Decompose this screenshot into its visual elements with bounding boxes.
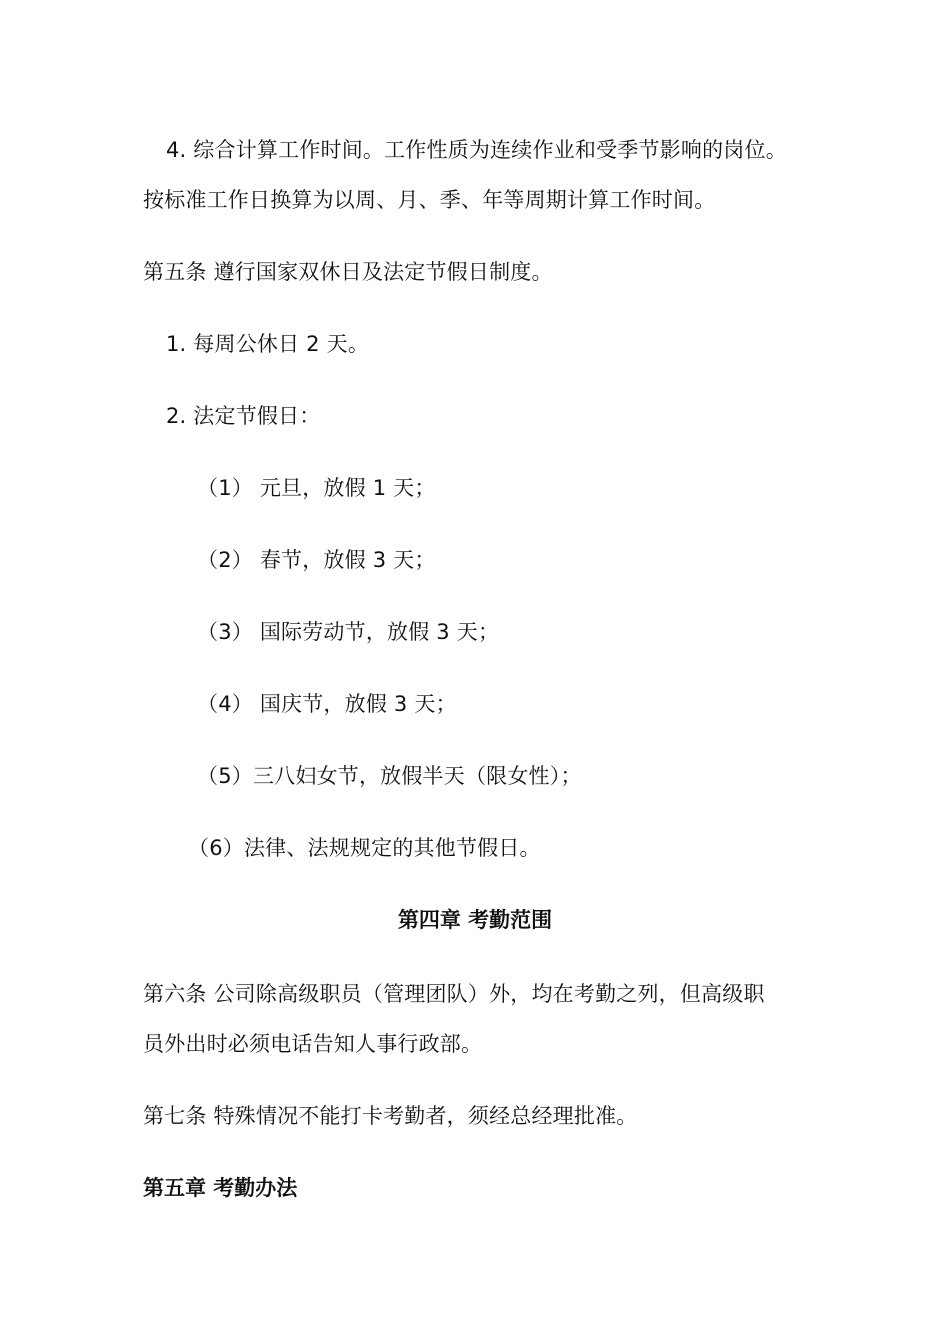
holiday-new-year: （1） 元旦，放假 1 天；	[197, 476, 436, 500]
holiday-labour-day: （3） 国际劳动节，放假 3 天；	[197, 620, 500, 644]
chapter-4-title: 第四章 考勤范围	[397, 908, 553, 932]
chapter-5-title: 第五章 考勤办法	[143, 1176, 298, 1200]
article-6-line-2: 员外出时必须电话告知人事行政部。	[143, 1032, 483, 1056]
clause-4-line-2: 按标准工作日换算为以周、月、季、年等周期计算工作时间。	[143, 188, 716, 212]
holiday-national-day: （4） 国庆节，放假 3 天；	[197, 692, 457, 716]
item-legal-holidays: 2. 法定节假日：	[166, 404, 321, 428]
article-6-line-1: 第六条 公司除高级职员（管理团队）外，均在考勤之列，但高级职	[143, 982, 765, 1006]
article-5: 第五条 遵行国家双休日及法定节假日制度。	[143, 260, 553, 284]
article-7: 第七条 特殊情况不能打卡考勤者，须经总经理批准。	[143, 1104, 638, 1128]
holiday-spring-festival: （2） 春节，放假 3 天；	[197, 548, 436, 572]
item-weekly-rest: 1. 每周公休日 2 天。	[166, 332, 370, 356]
holiday-other: （6）法律、法规规定的其他节假日。	[188, 836, 541, 860]
clause-4-line-1: 4. 综合计算工作时间。工作性质为连续作业和受季节影响的岗位。	[166, 138, 787, 162]
holiday-womens-day: （5）三八妇女节，放假半天（限女性）；	[197, 764, 582, 788]
